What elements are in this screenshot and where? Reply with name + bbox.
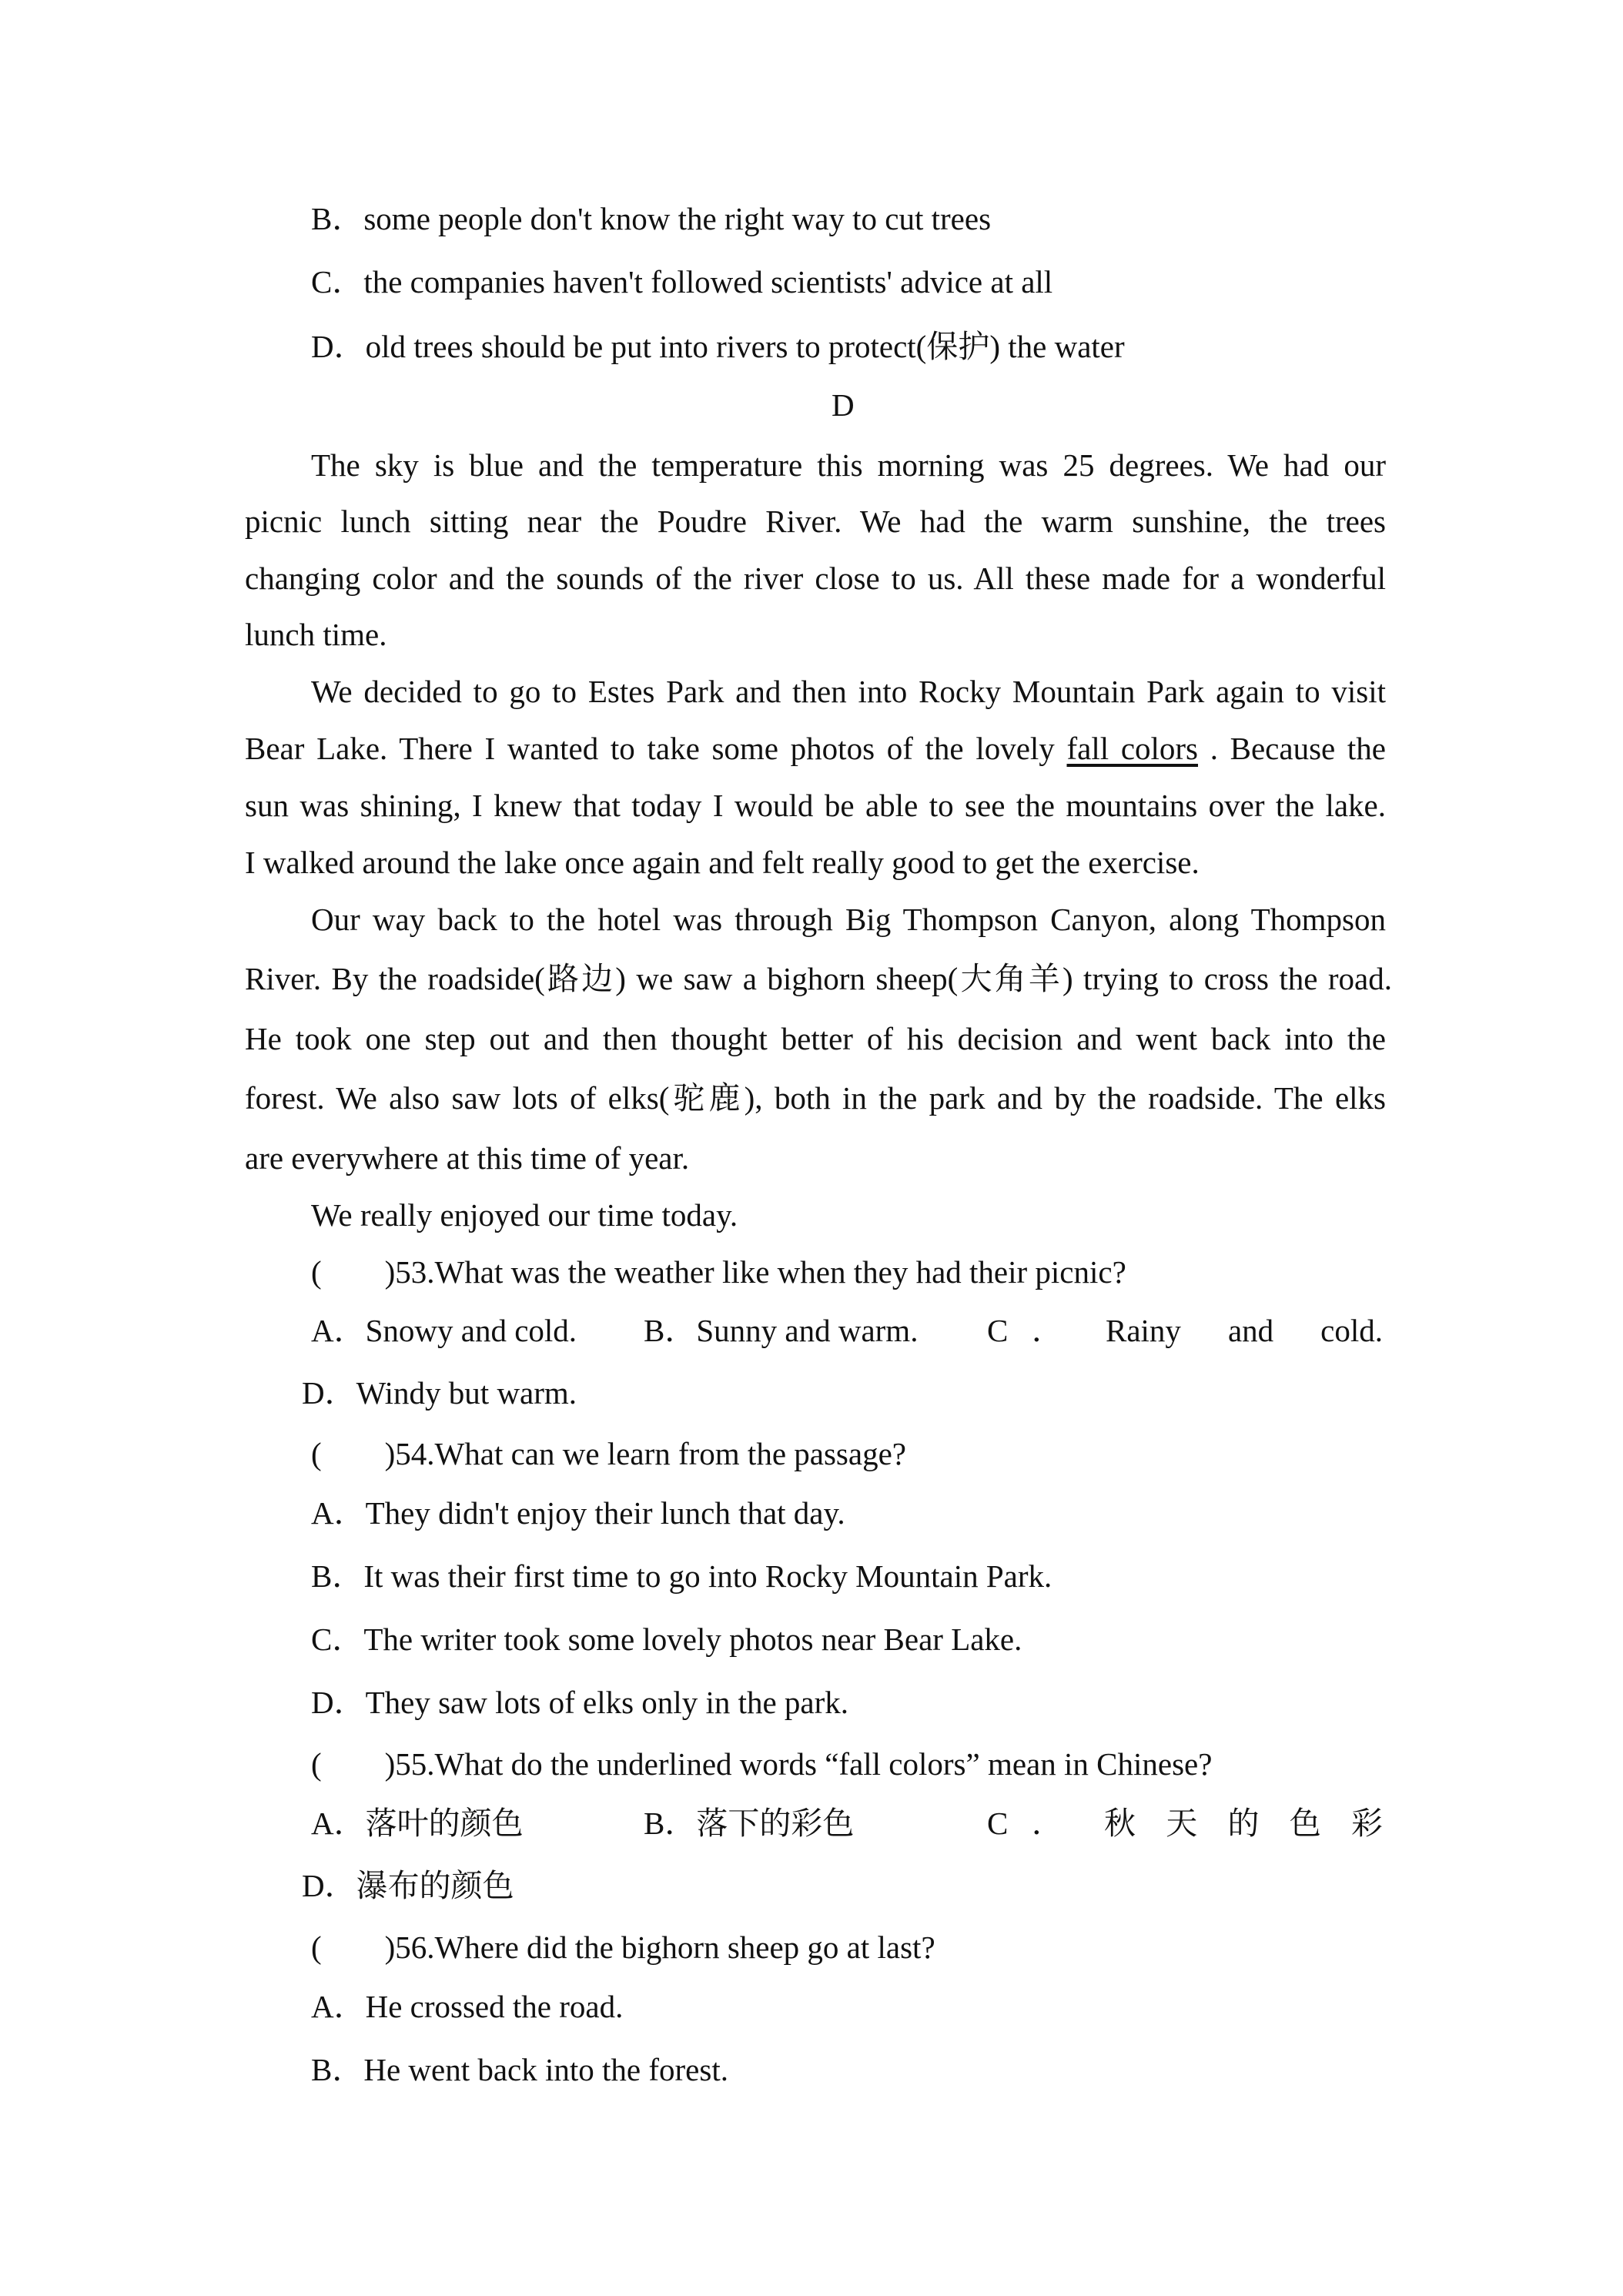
q54-option-a: A．They didn't enjoy their lunch that day. xyxy=(311,1495,845,1531)
q53-option-c-word: and xyxy=(1227,1313,1274,1348)
section-label: D xyxy=(832,387,855,423)
q55-option-c-text xyxy=(1104,1803,1383,1843)
passage-p1-line3: changing color and the sounds of the river close to us. All these made for a wonderful xyxy=(245,561,1386,596)
passage-p2-line1: We decided to go to Estes Park and then into Rocky Mountain Park again to visit xyxy=(311,674,1386,709)
prev-option-c: C．the companies haven't followed scientists' advice at all xyxy=(311,264,1053,300)
q55-option-a: A．落叶的颜色 xyxy=(311,1806,524,1841)
passage-p3-line2: River. By the roadside(路边) we saw a bighorn sheep(大角羊) trying to cross the road. xyxy=(245,961,1392,996)
passage-p3-line4: forest. We also saw lots of elks(驼鹿), both in the park and by the roadside. The elks xyxy=(245,1080,1386,1116)
question-56-stem: ( )56.Where did the bighorn sheep go at last? xyxy=(311,1930,935,1965)
passage-p3-line3: He took one step out and then thought better of his decision and went back into the xyxy=(245,1021,1386,1056)
q54-option-d: D．They saw lots of elks only in the park. xyxy=(311,1685,849,1720)
q55-option-c-dot: ． xyxy=(1032,1806,1063,1841)
passage-p1-line2: picnic lunch sitting near the Poudre River. We had the warm sunshine, the trees xyxy=(245,504,1386,539)
passage-p2-line3: sun was shining, I knew that today I would be able to see the mountains over the lake. xyxy=(245,788,1386,823)
underlined-fall-colors: fall colors xyxy=(1066,731,1199,766)
question-55-stem: ( )55.What do the underlined words “fall colors” mean in Chinese? xyxy=(311,1746,1213,1782)
passage-p3-line5: are everywhere at this time of year. xyxy=(245,1140,690,1176)
passage-p1-line1: The sky is blue and the temperature this morning was 25 degrees. We had our xyxy=(311,447,1386,483)
q53-option-d: D．Windy but warm. xyxy=(302,1375,577,1411)
q55-option-c-char: 彩 xyxy=(1351,1806,1383,1841)
q55-option-c-char: 色 xyxy=(1289,1806,1321,1841)
q53-option-b: B．Sunny and warm. xyxy=(644,1313,919,1348)
question-53-stem: ( )53.What was the weather like when they had their picnic? xyxy=(311,1254,1126,1290)
passage-p2-line2 xyxy=(245,728,1386,768)
prev-option-b: B．some people don't know the right way to cut trees xyxy=(311,201,992,236)
passage-p2-line2-after: . Because the xyxy=(1210,731,1387,766)
q53-option-c-word: Rainy xyxy=(1106,1313,1181,1348)
passage-p3-line1: Our way back to the hotel was through Big Thompson Canyon, along Thompson xyxy=(311,902,1386,937)
q55-option-c-char: 的 xyxy=(1227,1806,1260,1841)
q56-option-b: B．He went back into the forest. xyxy=(311,2052,728,2087)
q55-option-c-char: 秋 xyxy=(1104,1806,1136,1841)
q53-option-c-text xyxy=(1106,1310,1383,1350)
q53-option-c-letter: C xyxy=(987,1313,1009,1348)
passage-p2-line2-before: Bear Lake. There I wanted to take some photos of the lovely xyxy=(245,731,1055,766)
passage-p4: We really enjoyed our time today. xyxy=(311,1197,738,1233)
question-54-stem: ( )54.What can we learn from the passage? xyxy=(311,1436,906,1471)
q56-option-a: A．He crossed the road. xyxy=(311,1989,624,2024)
q54-option-c: C．The writer took some lovely photos near Bear Lake. xyxy=(311,1622,1022,1657)
q53-option-c-word: cold. xyxy=(1320,1313,1383,1348)
passage-p2-line4: I walked around the lake once again and felt really good to get the exercise. xyxy=(245,845,1200,880)
q55-option-b: B．落下的彩色 xyxy=(644,1806,855,1841)
q55-option-c-char: 天 xyxy=(1166,1806,1198,1841)
q55-option-c-letter: C xyxy=(987,1806,1009,1841)
q54-option-b: B．It was their first time to go into Rocky Mountain Park. xyxy=(311,1558,1052,1594)
passage-p1-line4: lunch time. xyxy=(245,617,387,652)
q53-option-c-dot: ． xyxy=(1032,1313,1063,1348)
q53-option-a: A．Snowy and cold. xyxy=(311,1313,577,1348)
q55-option-d: D．瀑布的颜色 xyxy=(302,1868,514,1903)
prev-option-d: D．old trees should be put into rivers to protect(保护) the water xyxy=(311,329,1125,364)
